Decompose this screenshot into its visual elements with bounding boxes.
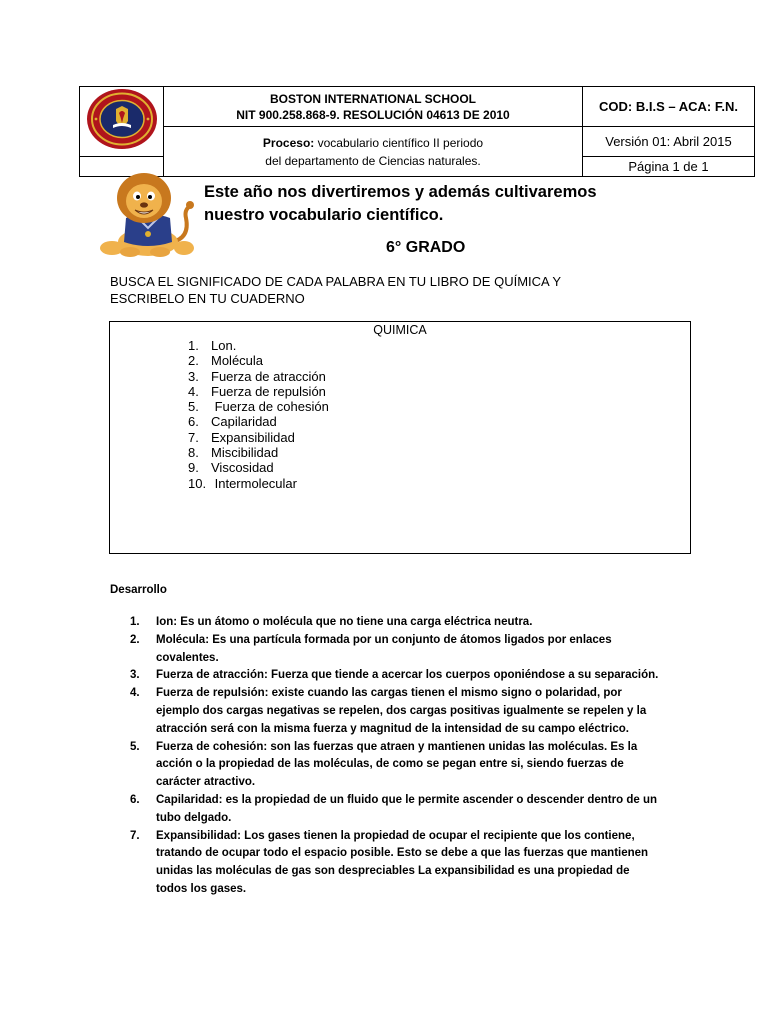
definition-item [130, 632, 660, 668]
document-header [79, 86, 755, 177]
definition-number: 4. [130, 687, 140, 700]
definition-item [130, 739, 660, 792]
process-text: vocabulario científico II periodo [317, 135, 484, 150]
code-cell [583, 87, 755, 127]
definition-text: Molécula: Es una partícula formada por un conjunto de átomos ligados por enlaces covalentes. [156, 633, 612, 664]
list-item [188, 399, 329, 414]
list-number: 6. [188, 414, 199, 430]
definition-number: 7. [130, 829, 140, 842]
definition-text: Ion: Es un átomo o molécula que no tiene una carga eléctrica neutra. [156, 616, 533, 628]
definition-text: Fuerza de cohesión: son las fuerzas que atraen y mantienen unidas las moléculas. Es la acción o la propiedad de las moléculas, de como se pegan entre si, siendo fuerzas de carácter atractivo. [156, 740, 638, 789]
list-item [188, 476, 329, 491]
definitions-list [130, 614, 660, 899]
list-number: 8. [188, 445, 199, 461]
list-text: Expansibilidad [211, 429, 295, 445]
list-number: 9. [188, 460, 199, 476]
list-item [188, 369, 329, 384]
list-text: Intermolecular [211, 475, 297, 491]
quimica-title: QUIMICA [373, 323, 427, 337]
intro-line-1: Este año nos divertiremos y además cultivaremos [204, 183, 597, 201]
definition-item [130, 667, 660, 685]
definition-item [130, 685, 660, 738]
list-number: 3. [188, 368, 199, 384]
list-item [188, 445, 329, 460]
instruction-line-2: ESCRIBELO EN TU CUADERNO [110, 291, 305, 306]
page-cell [583, 157, 755, 177]
definition-text: Expansibilidad: Los gases tienen la propiedad de ocupar el recipiente que los contiene, tratando de ocupar todo el espacio posible. Esto se debe a que las fuerzas que mantienen unidas las moléculas de gas son despreciables La expansibilidad es una propiedad de todos los gases. [156, 829, 649, 895]
definition-number: 3. [130, 669, 140, 682]
list-text: Viscosidad [211, 460, 274, 476]
definition-number: 2. [130, 633, 140, 646]
logo-cell [80, 87, 164, 157]
list-item [188, 460, 329, 475]
school-seal-icon [85, 87, 159, 151]
quimica-box [109, 321, 691, 554]
process-line [164, 134, 582, 152]
definition-number: 6. [130, 793, 140, 806]
list-number: 4. [188, 383, 199, 399]
list-text: Capilaridad [211, 414, 277, 430]
document-code: COD: B.I.S – ACA: F.N. [599, 98, 738, 114]
list-number: 10. [188, 475, 207, 491]
list-text: Molécula [211, 353, 264, 369]
version-text: Versión 01: Abril 2015 [605, 133, 732, 149]
list-item [188, 414, 329, 429]
department-line: del departamento de Ciencias naturales. [265, 153, 481, 168]
list-item [188, 338, 329, 353]
list-number: 7. [188, 429, 199, 445]
instruction [110, 273, 670, 307]
intro-message [204, 181, 664, 227]
list-item [188, 384, 329, 399]
list-text: Fuerza de atracción [211, 368, 326, 384]
list-text: Miscibilidad [211, 445, 279, 461]
version-cell [583, 127, 755, 157]
nit-line: NIT 900.258.868-9. RESOLUCIÓN 04613 DE 2010 [236, 107, 510, 122]
definition-text: Fuerza de repulsión: existe cuando las cargas tienen el mismo signo o polaridad, por ejemplo dos cargas negativas se repelen, dos cargas positivas igualmente se repelen y la atracción será con la misma fuerza y magnitud de la intensidad de su campo eléctrico. [156, 687, 647, 735]
list-item [188, 353, 329, 368]
lion-mascot-icon [98, 172, 196, 258]
list-text: Fuerza de cohesión [211, 399, 329, 415]
definition-text: Capilaridad: es la propiedad de un fluido que le permite ascender o descender dentro de un tubo delgado. [156, 793, 657, 824]
list-text: Fuerza de repulsión [211, 383, 326, 399]
list-number: 1. [188, 338, 199, 353]
definition-number: 1. [130, 616, 140, 628]
list-number: 5. [188, 399, 199, 415]
page-number: Página 1 de 1 [628, 158, 709, 174]
grade-title: 6° GRADO [386, 239, 466, 256]
list-item [188, 430, 329, 445]
vocabulary-list [188, 338, 329, 491]
definition-text: Fuerza de atracción: Fuerza que tiende a acercar los cuerpos oponiéndose a su separación. [156, 669, 659, 682]
instruction-line-1: BUSCA EL SIGNIFICADO DE CADA PALABRA EN TU LIBRO DE QUÍMICA Y [110, 274, 562, 289]
definition-item [130, 828, 660, 899]
intro-line-2: nuestro vocabulario científico. [204, 206, 444, 224]
list-number: 2. [188, 353, 199, 369]
school-info-cell [164, 87, 583, 127]
desarrollo-title: Desarrollo [110, 584, 167, 596]
process-label: Proceso: [262, 135, 315, 150]
definition-item [130, 614, 660, 632]
definition-number: 5. [130, 740, 140, 753]
definition-item [130, 792, 660, 828]
list-text: Lon. [211, 338, 237, 353]
process-cell [164, 127, 583, 177]
school-name: BOSTON INTERNATIONAL SCHOOL [269, 91, 476, 106]
